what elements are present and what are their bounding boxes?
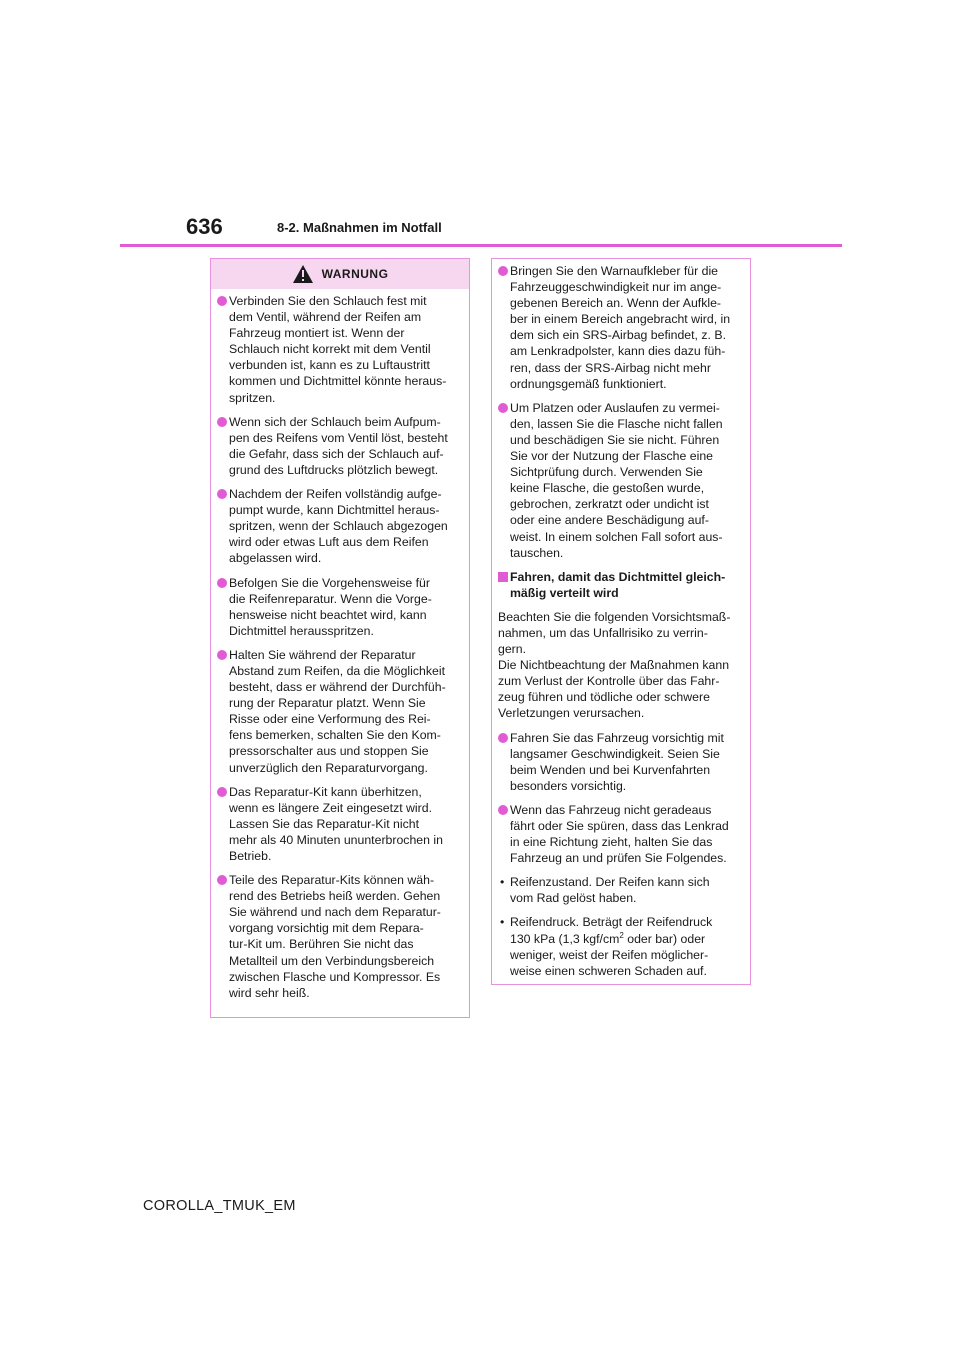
bullet-dot-icon [217, 489, 227, 499]
superscript: 2 [619, 930, 624, 940]
section-title: 8-2. Maßnahmen im Notfall [277, 220, 442, 235]
bullet-dot-icon [217, 578, 227, 588]
warning-item [217, 872, 463, 1001]
warning-item-text: Halten Sie während der Reparatur Abstand zum Reifen, da die Möglichkeit besteht, dass er während der Durchfüh- rung der Reparatur platzt. Wenn Sie Risse oder eine Verformung des Rei- fens bemerken, schalten Sie den Kom- pressorschalter aus und stoppen Sie unverzüglich den Reparaturvorgang. [229, 647, 446, 775]
warning-item [217, 575, 463, 639]
warning-item-text: Verbinden Sie den Schlauch fest mit dem Ventil, während der Reifen am Fahrzeug montiert ist. Wenn der Schlauch nicht korrekt mit dem Ventil verbunden ist, kann es zu Luftaustritt kommen und Dichtmittel könnte heraus- spritzen. [229, 294, 447, 405]
subsection-heading-text: Fahren, damit das Dichtmittel gleich- mäßig verteilt wird [510, 569, 726, 600]
warning-box-continued [491, 258, 751, 985]
bullet-dot-icon [217, 787, 227, 797]
sub-bullet-marker: • [500, 915, 505, 930]
bullet-dot-icon [217, 875, 227, 885]
check-item-text: Reifenzustand. Der Reifen kann sich vom Rad gelöst haben. [510, 875, 710, 906]
check-item-text [510, 914, 744, 978]
warning-item [217, 647, 463, 776]
warning-item [498, 802, 744, 866]
warning-item [217, 414, 463, 478]
square-bullet-icon [498, 572, 508, 582]
bullet-dot-icon [498, 266, 508, 276]
footer-model-code: COROLLA_TMUK_EM [143, 1198, 296, 1214]
warning-item [498, 730, 744, 794]
header-divider [120, 244, 842, 247]
check-item-text-part: oder bar) oder weniger, weist der Reifen möglicher- weise einen schweren Schaden auf. [510, 931, 709, 978]
bullet-dot-icon [498, 403, 508, 413]
warning-item-text: Wenn das Fahrzeug nicht geradeaus fährt oder Sie spüren, dass das Lenkrad in eine Richtung zieht, halten Sie das Fahrzeug an und prüfen Sie Folgendes. [510, 802, 729, 866]
warning-item-text: Nachdem der Reifen vollständig aufge- pumpt wurde, kann Dichtmittel heraus- spritzen, wenn der Schlauch abgezogen wird oder etwas Luft aus dem Reifen abgelassen wird. [229, 487, 448, 566]
warning-content-continued [492, 259, 750, 991]
sub-bullet-marker: • [500, 875, 505, 890]
bullet-dot-icon [498, 805, 508, 815]
warning-triangle-icon [292, 264, 314, 284]
check-item [498, 914, 744, 978]
page-number: 636 [186, 214, 223, 239]
warning-item-text: Das Reparatur-Kit kann überhitzen, wenn es längere Zeit eingesetzt wird. Lassen Sie das Reparatur-Kit nicht mehr als 40 Minuten ununterbrochen in Betrieb. [229, 784, 443, 863]
check-item-text-part: Reifendruck. Beträgt der Reifendruck 130 kPa (1,3 kgf/cm [510, 915, 713, 946]
bullet-dot-icon [217, 296, 227, 306]
warning-item-text: Bringen Sie den Warnaufkleber für die Fahrzeuggeschwindigkeit nur im ange- gebenen Bereich an. Wenn der Aufkle- ber in einem Bereich angebracht wird, in dem sich ein SRS-Airbag befindet, z. B. am Lenkradpolster, kann dies dazu füh- ren, dass der SRS-Airbag nicht mehr ordnungsgemäß funktioniert. [510, 264, 731, 391]
warning-title: WARNUNG [321, 266, 389, 281]
warning-item-text: Fahren Sie das Fahrzeug vorsichtig mit langsamer Geschwindigkeit. Seien Sie beim Wenden und bei Kurvenfahrten besonders vorsichtig. [510, 730, 724, 793]
warning-item-text: Um Platzen oder Auslaufen zu vermei- den, lassen Sie die Flasche nicht fallen und beschädigen Sie sie nicht. Führen Sie vor der Nutzung der Flasche eine Sichtprüfung durch. Verwenden Sie keine Flasche, die gestoßen wurde, gebrochen, zerkratzt oder undicht ist oder eine andere Beschädigung auf- weist. In einem solchen Fall sofort aus- tauschen. [510, 400, 723, 560]
bullet-dot-icon [217, 650, 227, 660]
subsection-heading [498, 569, 744, 601]
warning-item-text: Teile des Reparatur-Kits können wäh- rend des Betriebs heiß werden. Gehen Sie während und nach dem Reparatur- vorgang vorsichtig mit dem Repara- tur-Kit um. Berühren Sie nicht das Metallteil um den Verbindungsbereich zwischen Flasche und Kompressor. Es wird sehr heiß. [229, 873, 441, 1000]
warning-item [217, 784, 463, 864]
bullet-dot-icon [498, 733, 508, 743]
warning-item-text: Befolgen Sie die Vorgehensweise für die Reifenreparatur. Wenn die Vorge- hensweise nicht beachtet wird, kann Dichtmittel herausspritzen. [229, 575, 432, 638]
warning-item-text: Wenn sich der Schlauch beim Aufpum- pen des Reifens vom Ventil löst, besteht die Gefahr, dass sich der Schlauch auf- grund des Luftdrucks plötzlich bewegt. [229, 414, 448, 477]
warning-box [210, 258, 470, 1018]
warning-item [498, 400, 744, 561]
warning-item [498, 263, 744, 392]
warning-content [211, 289, 469, 1013]
warning-header [211, 259, 469, 289]
warning-item [217, 293, 463, 406]
bullet-dot-icon [217, 417, 227, 427]
subsection-paragraph: Beachten Sie die folgenden Vorsichtsmaß- nahmen, um das Unfallrisiko zu verrin- gern. Die Nichtbeachtung der Maßnahmen kann zum Verlust der Kontrolle über das Fahr- zeug führen und tödliche oder schwere Verletzungen verursachen. [498, 609, 731, 721]
check-item [498, 874, 744, 906]
warning-item [217, 486, 463, 566]
